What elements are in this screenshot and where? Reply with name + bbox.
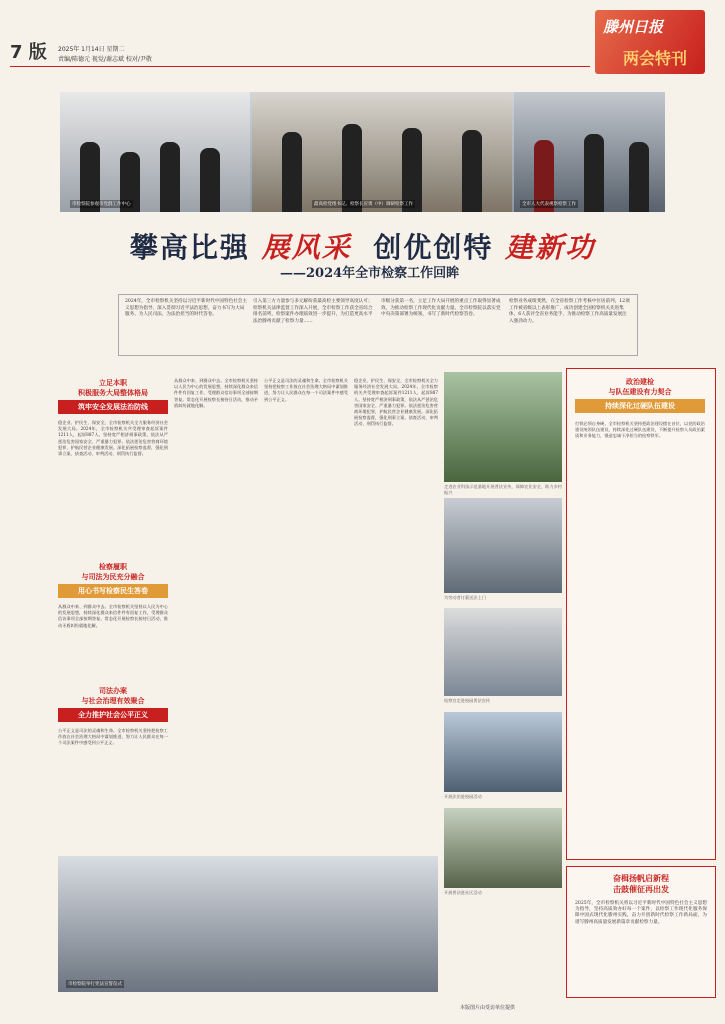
person-figure [342,124,362,212]
body-text: 稳企业、护民生、保安全，全市检察机关全力服务经济社会发展大局。2024年，全市检察机关共受理审查起诉案件1211人，起诉887人。坚持宽严相济刑事政策，依法从严惩治危害国家安全、严重暴力犯罪。依法惩治危害营商环境犯罪，护航民营企业健康发展。深化拓展检察监督，强化刑事立案、侦查活动、审判活动、刑罚执行监督。 [354,378,438,427]
photo-caption: 走进农业科技示范基地开展普法宣传，保障农业安全，助力乡村振兴 [444,484,562,496]
body-text: 打铁必须自身硬。全市检察机关坚持把政治建设摆在首位，以党的政治建设统领队伍建设，持续深化过硬队伍建设，不断提升检察人员政治素质和业务能力，锻造忠诚干净担当的检察铁军。 [575,421,705,439]
intro-col: 引入第三方力量参与多元解纷获最高检主要领导高度认可；检察机关法律监督工作深入开展，全市检察工作获全省综合排名前列，检察案件办理质效进一步提升，为打造更高水平法治滕州贡献了检察力量…… [253,299,373,324]
body-text: 从群众中来、到群众中去。全市检察机关坚持以人民为中心的发展思想，持续深化群众来信件件有回复工作，受理群众信访事项全部按期答复。常态化开展检察长接待日活动，推动矛盾纠纷就地化解。 [174,378,258,408]
body-text: 公平正义是司法的灵魂和生命。全市检察机关坚持把检察工作放在社会治理大格局中谋划推进，努力让人民群众在每一个司法案件中感受到公平正义。 [264,378,348,402]
section-title: 政治建检 [626,378,654,386]
section-bar: 用心书写检察民生答卷 [58,584,168,598]
person-figure [282,132,302,212]
intro-col: 2024年，全市检察机关坚持以习近平新时代中国特色社会主义思想为指导，深入贯彻习近平法治思想，奋力书写为大局服务、为人民司法、为法治担当的时代答卷。 [125,299,247,318]
photo-students [444,712,562,792]
brand-special: 两会特刊 [623,49,688,68]
outlook-box [566,866,716,998]
outlook-subtitle: 击鼓催征再出发 [613,885,669,894]
section-title: 与司法为民充分融合 [81,573,145,581]
photo-caption: 市检察院参观市党群工作中心 [72,202,131,207]
body-text: 从群众中来、到群众中去。全市检察机关坚持以人民为中心的发展思想，持续深化群众来信件件有回复工作，受理群众信访事项全部按期答复。常态化开展检察长接待日活动，推动矛盾纠纷就地化解。 [58,604,168,628]
photo-caption: 市检察院举行宪法宣誓仪式 [68,982,122,987]
section-2-head [58,562,168,598]
section-4-head [575,377,705,413]
section-bar: 全力推护社会公平正义 [58,708,168,722]
section-bar: 筑牢安全发展法治防线 [58,400,168,414]
photo-middle [252,92,512,212]
section-1-head [58,378,168,414]
person-figure [462,130,482,212]
subtitle: ——2024年全市检察工作回眸 [280,266,460,281]
section-bar: 持续深化过硬队伍建设 [575,399,705,413]
photo-caption: 为劳动者讨薪送法上门 [444,595,486,600]
photo-left [60,92,250,212]
title-part2: 展风采 [261,231,352,264]
body-text: 稳企业、护民生、保安全，全市检察机关全力服务经济社会发展大局。2024年，全市检察机关共受理审查起诉案件1211人，起诉887人。坚持宽严相济刑事政策，依法从严惩治危害国家安全、严重暴力犯罪。依法惩治危害营商环境犯罪，护航民营企业健康发展。深化拓展检察监督，强化刑事立案、侦查活动、审判活动、刑罚执行监督。 [58,420,168,457]
section-title: 立足本职 [99,379,127,387]
body-text: 公平正义是司法的灵魂和生命。全市检察机关坚持把检察工作放在社会治理大格局中谋划推进，努力让人民群众在每一个司法案件中感受到公平正义。 [58,728,168,746]
footer-credit: 本版图片由受访单位提供 [460,1005,516,1011]
person-figure [200,148,220,212]
section-title: 检察履职 [99,563,127,571]
photo-school [444,608,562,696]
brand-logo [595,10,705,74]
person-figure [160,142,180,212]
photo-caption: 全市人大代表视察检察工作 [522,202,576,207]
header-rule [10,66,590,67]
photo-farm [444,372,562,482]
outlook-text: 2025年，全市检察机关将以习近平新时代中国特色社会主义思想为指导，坚持高质效办好每一个案件，以检察工作现代化服务保障中国式现代化滕州实践，奋力开创新时代检察工作新局面，为谱写滕州高质量发展新篇章贡献检察力量。 [575,901,707,925]
brand-name: 滕州日报 [603,18,664,36]
editor-line: 责编/陈德元 视觉/谢志斌 校对/尹敬 [58,56,152,63]
intro-col: 市级分获第一名，立足工作大局开展的重点工作取得显著成效，为推动检察工作现代化贡献力量。全市检察院以落实党中央决策部署为统领，书写了新时代检察答卷。 [381,299,501,318]
right-section-box [566,368,716,860]
photo-caption: 开展法治进校园活动 [444,794,482,799]
section-title: 与队伍建设有力契合 [608,388,672,396]
photo-caption: 最高检党组书记、检察长应勇（中）调研检察工作 [314,202,413,207]
person-figure [584,134,604,212]
photo-caption: 检察官走进校园普法宣传 [444,698,491,703]
photo-caption: 开展普法进社区活动 [444,890,482,895]
outlook-title: 奋楫扬帆启新程 [613,874,669,883]
page-number: 7 版 [10,42,47,63]
photo-workers [444,498,562,593]
photo-oath [58,856,438,992]
intro-box [118,294,638,356]
photo-community [444,808,562,888]
top-photo-strip [60,92,665,212]
title-part4: 建新功 [505,231,596,264]
intro-col: 检察业务成绩斐然，在全省检察工作考核中位居前列，12项工作被省级以上表彰推广，成功创建全国检察机关先进集体，6人获评全省业务能手，为推动检察工作高质量发展注入强劲动力。 [509,299,630,324]
title-part3: 创优创特 [373,231,494,264]
main-title [60,226,665,266]
person-figure [629,142,649,212]
date-line: 2025年 1月14日 星期二 [58,46,125,53]
section-title: 积极服务大局整体格局 [78,389,148,397]
photo-right [514,92,665,212]
title-part1: 攀高比强 [129,231,250,264]
section-3-head [58,686,168,722]
section-title: 与社会治理有效聚合 [81,697,145,705]
section-title: 司法办案 [99,687,127,695]
